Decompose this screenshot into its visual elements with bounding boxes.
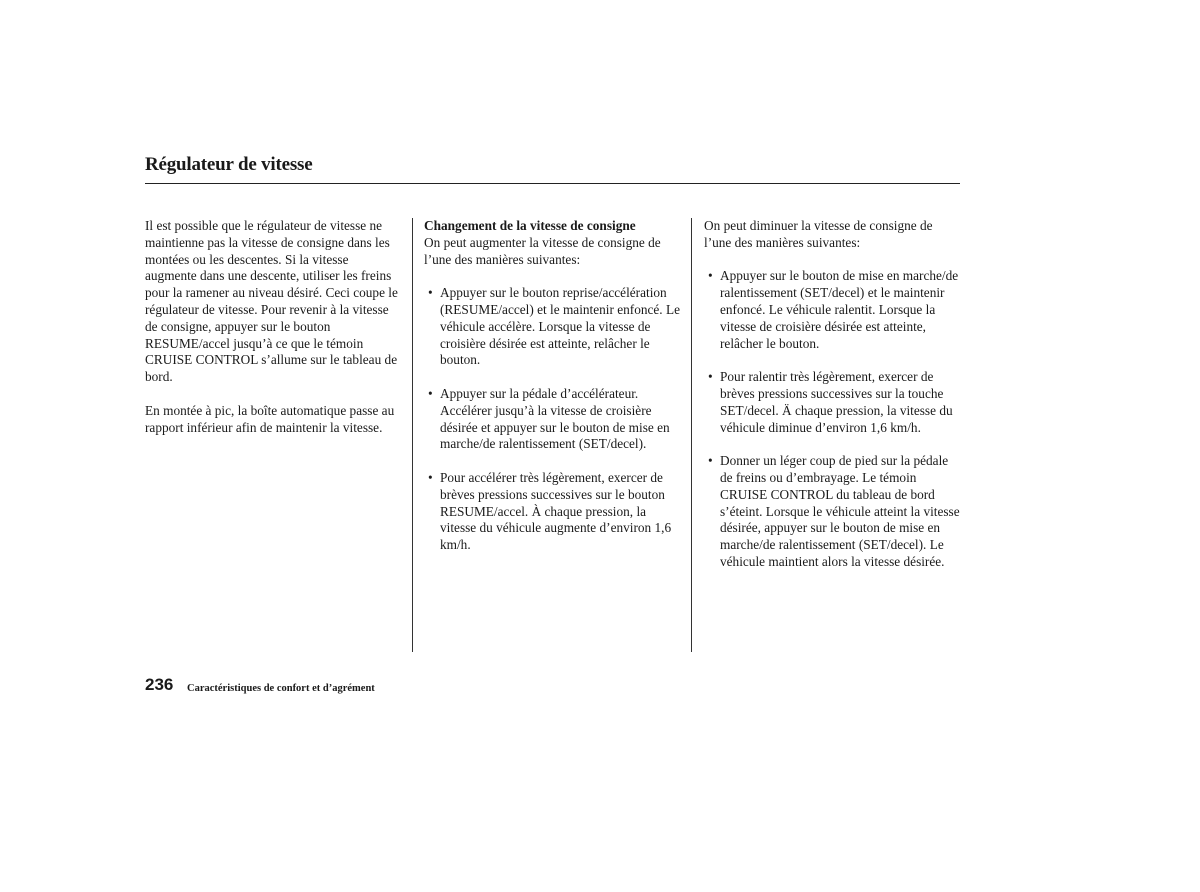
column-3 <box>704 218 962 571</box>
bullet-item <box>704 268 962 352</box>
bullet-icon: • <box>428 385 433 401</box>
bullet-text: Pour ralentir très légèrement, exercer de brèves pressions successives sur la touche SET/decel. Ä chaque pression, la vitesse du véhicule diminue d’environ 1,6 km/h. <box>720 369 953 435</box>
bullet-icon: • <box>708 369 713 385</box>
bullet-text: Appuyer sur le bouton reprise/accélération (RESUME/accel) et le maintenir enfoncé. Le véhicule accélère. Lorsque la vitesse de croisière désirée est atteinte, relâcher le bouton. <box>440 285 680 368</box>
bullet-item <box>704 369 962 436</box>
subheading-change-speed: Changement de la vitesse de consigne <box>424 218 636 233</box>
paragraph-hill-speed: Il est possible que le régulateur de vitesse ne maintienne pas la vitesse de consigne dans les montées ou les descentes. Si la vitesse augmente dans une descente, utiliser les freins pour la ramener au niveau désiré. Ceci coupe le régulateur de vitesse. Pour revenir à la vitesse de consigne, appuyer sur le bouton RESUME/accel jusqu’à ce que le témoin CRUISE CONTROL s’allume sur le tableau de bord. <box>145 218 398 385</box>
bullet-icon: • <box>708 268 713 284</box>
bullet-text: Appuyer sur la pédale d’accélérateur. Accélérer jusqu’à la vitesse de croisière désirée et appuyer sur le bouton de mise en marche/de ralentissement (SET/decel). <box>440 385 670 452</box>
bullet-item <box>704 453 962 571</box>
chapter-footer: Caractéristiques de confort et d’agrément <box>187 683 375 694</box>
bullet-item <box>424 386 682 453</box>
bullet-item <box>424 285 682 369</box>
intro-decrease: On peut diminuer la vitesse de consigne de l’une des manières suivantes: <box>704 218 933 250</box>
page-number: 236 <box>145 675 174 694</box>
bullet-icon: • <box>428 469 433 485</box>
section-title: Régulateur de vitesse <box>145 154 313 175</box>
column-divider-1 <box>412 218 413 652</box>
bullet-item <box>424 470 682 554</box>
bullet-text: Appuyer sur le bouton de mise en marche/de ralentissement (SET/decel) et le maintenir enfoncé. Le véhicule ralentit. Lorsque la vitesse de croisière désirée est atteinte, relâcher le bouton. <box>720 268 959 351</box>
column-2 <box>424 218 682 554</box>
bullet-text: Donner un léger coup de pied sur la pédale de freins ou d’embrayage. Le témoin CRUISE CONTROL du tableau de bord s’éteint. Lorsque le véhicule atteint la vitesse désirée, appuyer sur le bouton de mise en marche/de ralentissement (SET/decel). Le véhicule maintient alors la vitesse désirée. <box>720 453 960 569</box>
bullet-icon: • <box>428 285 433 301</box>
intro-increase: On peut augmenter la vitesse de consigne de l’une des manières suivantes: <box>424 234 661 267</box>
column-1 <box>145 218 403 436</box>
bullet-icon: • <box>708 453 713 469</box>
paragraph-steep-climb: En montée à pic, la boîte automatique passe au rapport inférieur afin de maintenir la vitesse. <box>145 402 395 435</box>
column-divider-2 <box>691 218 692 652</box>
title-divider <box>145 183 960 184</box>
bullet-text: Pour accélérer très légèrement, exercer de brèves pressions successives sur le bouton RESUME/accel. À chaque pression, la vitesse du véhicule augmente d’environ 1,6 km/h. <box>440 469 672 553</box>
